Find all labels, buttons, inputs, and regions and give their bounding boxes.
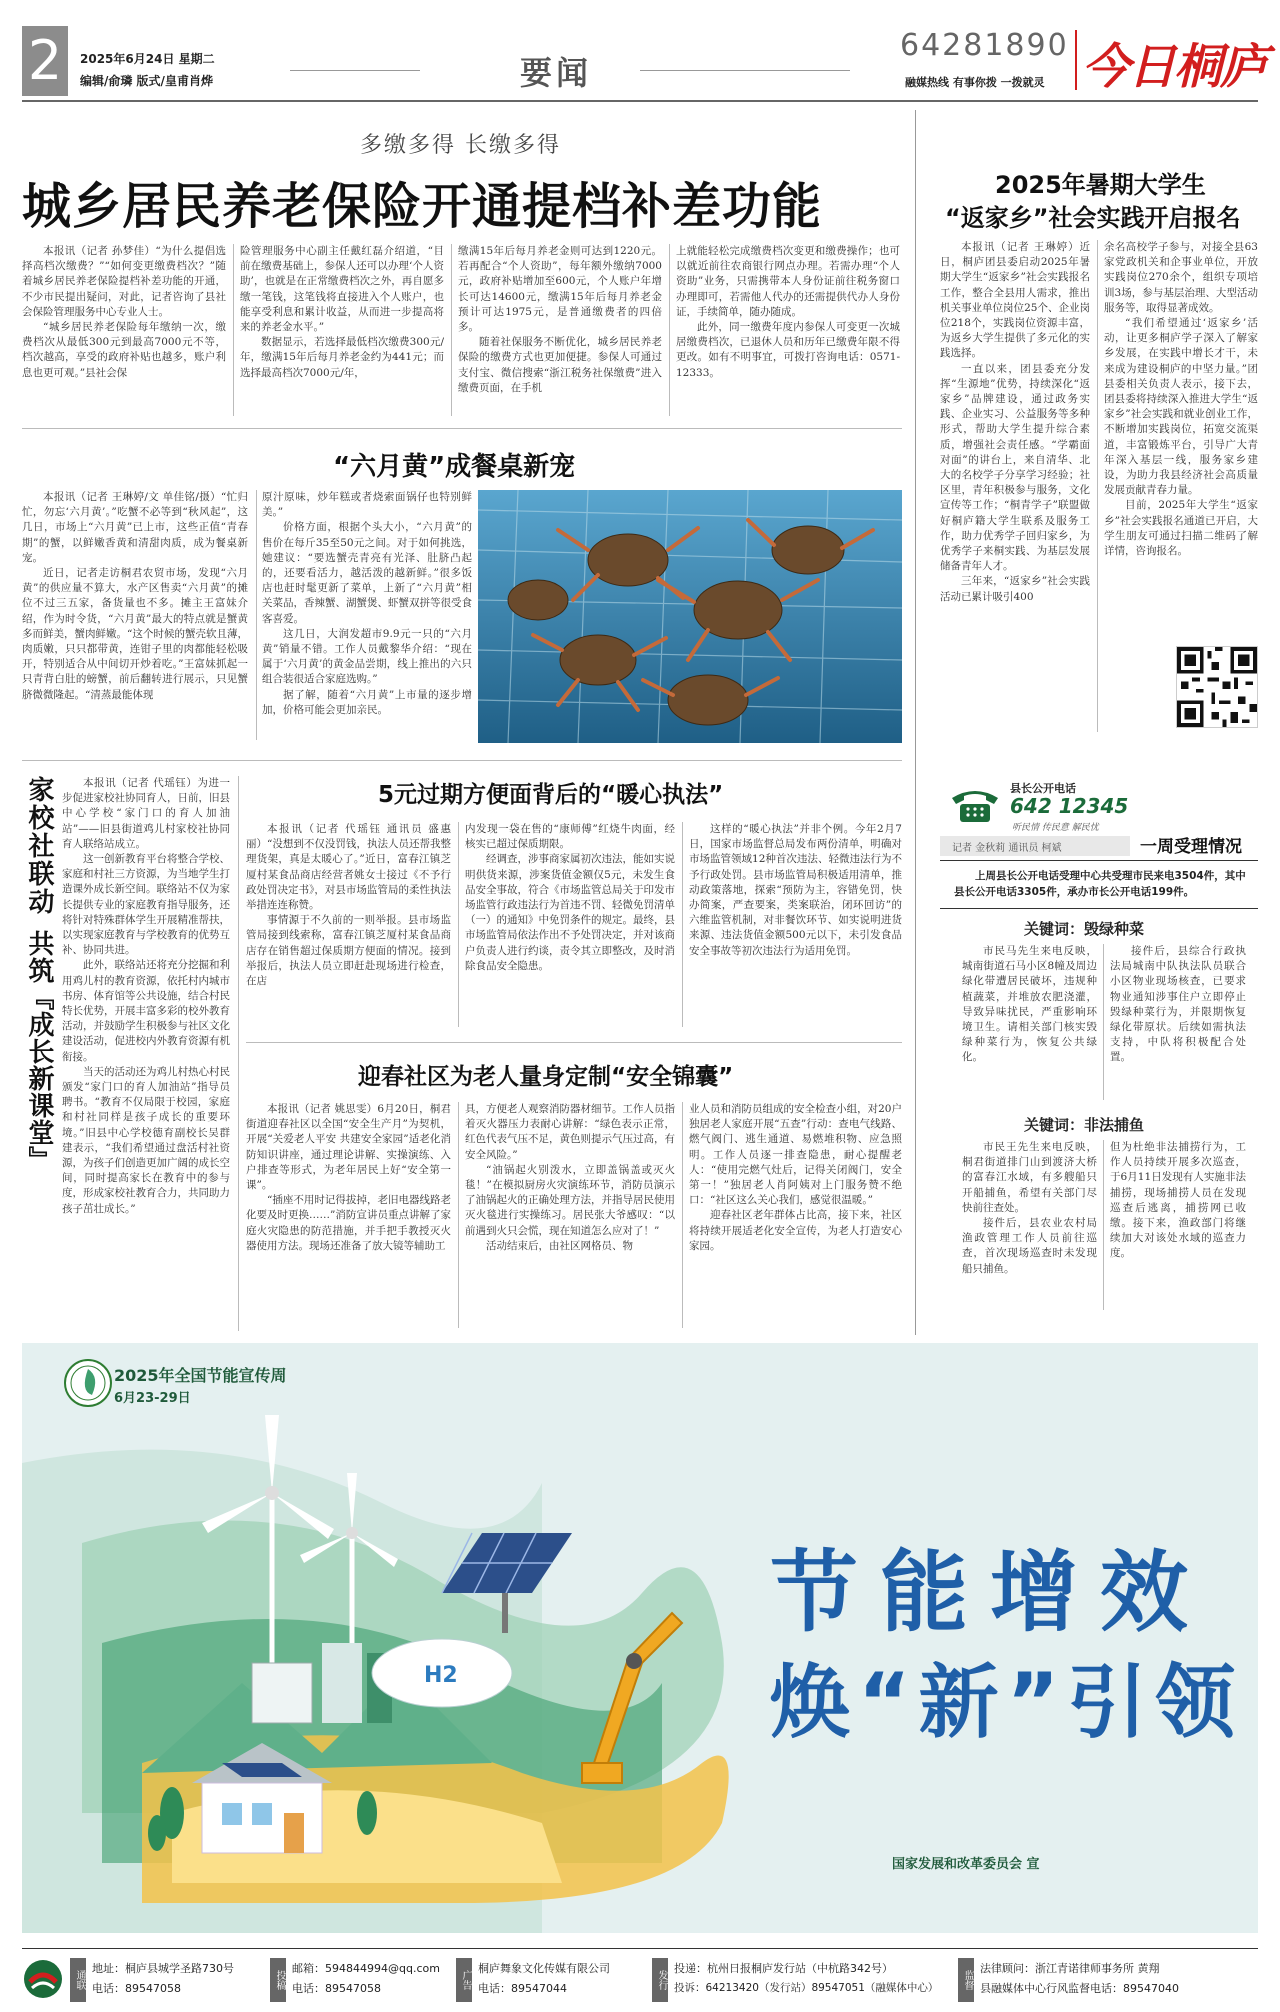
paragraph: 本报讯（记者 代瑶钰）为进一步促进家校社协同育人，日前，旧县中心学校“家门口的育人加油站”——旧县街道鸡儿村家校社协同育人联络站成立。	[62, 777, 230, 850]
paragraph: “我们希望通过‘返家乡’活动，让更多桐庐学子深入了解家乡发展，在实践中增长才干，未来成为建设桐庐的中坚力量。”团县委相关负责人表示，接下去，团县委将持续深入推进大学生“返家乡”社会实践和就业创业工作，不断增加实践岗位，拓宽交流渠道，丰富锻炼平台，引导广大青年深入基层一线，服务家乡建设，为助力我县经济社会高质量发展贡献青春力量。	[1104, 317, 1258, 497]
paragraph: 这一创新教育平台将整合学校、家庭和村社三方资源，为当地学生打造课外成长新空间。联络站不仅为家长提供专业的家庭教育指导服务，还将针对特殊群体学生开展精准帮扶，以实现家庭教育与学校教育的优势互补、协同共进。	[62, 853, 230, 957]
footer-line: 法律顾问：浙江青诺律师事务所 黄翔	[980, 1962, 1160, 1975]
hotline-reporters: 记者 金秋莉 通讯员 柯斌	[952, 843, 1062, 854]
article-law-col1	[246, 822, 451, 1034]
paragraph: 本报讯（记者 王琳婷/文 单佳铭/摄）“忙归忙，勿忘‘六月黄’。”吃蟹不必等到“秋风起”，这几日，市场上“六月黄”已上市，这些正值“青春期”的蟹，以鲜嫩香黄和清甜肉质，成为餐桌新宠。	[22, 491, 248, 564]
vertical-headline-1: 家校社联动	[24, 776, 54, 916]
hotline-box	[940, 776, 1258, 1334]
paragraph: “油锅起火别泼水，立即盖锅盖或灭火毯！”在模拟厨房火灾演练环节，消防员演示了油锅起火的正确处理方法，并指导居民使用灭火毯进行实操练习。居民张大爷感叹：“以前遇到火只会慌，现在知道怎么应对了！”	[465, 1163, 675, 1237]
editors: 编辑/俞璘 版式/皇甫肖烨	[80, 74, 213, 88]
paragraph: 这几日，大润发超市9.9元一只的“六月黄”销量不错。工作人员戴黎华介绍：“现在属于‘六月黄’的黄金品尝期，线上推出的六只组合装很适合家庭选购。”	[262, 627, 472, 686]
paper-name-logo: 今日桐庐	[1082, 39, 1267, 95]
article-elder-col2	[465, 1102, 675, 1332]
paragraph: 据了解，随着“六月黄”上市量的逐步增加，价格可能会更加亲民。	[262, 688, 472, 716]
article-pension-col4	[676, 244, 900, 419]
article-students-headline-1: 2025年暑期大学生	[995, 171, 1206, 199]
paragraph: 本报讯（记者 姚思雯）6月20日，桐君街道迎春社区以全国“安全生产月”为契机，开展“关爱老人平安 共建安全家园”适老化消防知识讲座，通过理论讲解、实操演练、入户排查等形式，为老年居民上好“安全第一课”。	[246, 1103, 451, 1192]
energy-sponsor: 国家发展和改革委员会 宣	[892, 1857, 1040, 1872]
footer-line: 邮箱：594844994@qq.com	[292, 1962, 440, 1975]
paragraph: 但为杜绝非法捕捞行为，工作人员持续开展多次巡查，于6月11日发现有人实施非法捕捞，现场捕捞人员在发现巡查后逃离，捕捞网已收缴。接下来，渔政部门将继续加大对该处水域的巡查力度。	[1110, 1141, 1246, 1260]
footer-line: 投递：杭州日报桐庐发行站（中杭路342号）	[674, 1962, 893, 1975]
section-label: 要闻	[520, 54, 593, 92]
paragraph: 市民马先生来电反映，城南街道石马小区8幢及周边绿化带遭居民破坏，违规种植蔬菜，并堆放农肥浇灌，导致异味扰民，严重影响环境卫生。请相关部门核实毁绿种菜行为，恢复公共绿化。	[962, 945, 1097, 1064]
footer-line: 地址：桐庐县城学圣路730号	[92, 1962, 234, 1975]
footer-line: 桐庐舞象文化传媒有限公司	[478, 1962, 610, 1975]
weekly-summary: 上周县长公开电话受理中心共受理市民来电3504件，其中县长公开电话3305件，承办市长公开电话199件。	[954, 870, 1246, 898]
paragraph: 本报讯（记者 孙梦佳）“为什么提倡选择高档次缴费？”“如何变更缴费档次？”随着城乡居民养老保险提档补差功能的开通，不少市民提出疑问，对此，记者咨询了县社会保险管理服务中心专业人士。	[22, 245, 226, 318]
keyword2-title: 关键词：非法捕鱼	[1024, 1116, 1145, 1134]
paragraph: 险管理服务中心副主任戴红磊介绍道，“目前在缴费基础上，参保人还可以办理‘个人资助’，也就是在正常缴费档次之外，再自愿多缴一笔钱，这笔钱将直接进入个人账户，也能享受利息和累计收益，从而进一步提高将来的养老金水平。”	[240, 245, 444, 334]
article-pension-kicker: 多缴多得 长缴多得	[360, 133, 561, 158]
paragraph: “城乡居民养老保险每年缴纳一次，缴费档次从最低300元到最高7000元不等，档次越高，享受的政府补贴也越多，账户利息也更可观。”县社会保	[22, 321, 226, 379]
keyword2-col2	[1110, 1140, 1246, 1316]
paragraph: 随着社保服务不断优化，城乡居民养老保险的缴费方式也更加便捷。参保人可通过支付宝、微信搜索“浙江税务社保缴费”进入缴费页面，在手机	[458, 336, 662, 394]
hotline-slogan: 融媒热线 有事你拨 一拨就灵	[905, 76, 1045, 89]
footer-line: 投诉：64213420（发行站）89547051（融媒体中心）	[674, 1982, 939, 1994]
issue-date: 2025年6月24日 星期二	[80, 52, 215, 66]
article-students-headline-2: “返家乡”社会实践开启报名	[945, 204, 1241, 232]
footer-group	[456, 1958, 656, 2004]
paragraph: 接件后，县综合行政执法局城南中队执法队员联合小区物业现场核查，已要求物业通知涉事住户立即停止毁绿种菜行为，并限期恢复绿化带原状。后续如需执法支持，中队将积极配合处置。	[1110, 945, 1246, 1064]
paragraph: 目前，2025年大学生“返家乡”社会实践报名通道已开启，大学生朋友可通过扫描二维码了解详情，咨询报名。	[1104, 499, 1258, 558]
paragraph: 接件后，县农业农村局渔政管理工作人员前往巡查，首次现场巡查时未发现船只捕鱼。	[962, 1217, 1097, 1275]
footer-group	[958, 1958, 1258, 2004]
footer-line: 电话：89547058	[292, 1982, 381, 1995]
hotline-box-number: 642 12345	[1010, 794, 1129, 818]
paragraph: 迎春社区老年群体占比高，接下来，社区将持续开展适老化安全宣传，为老人打造安心家园。	[689, 1209, 902, 1252]
footer-line: 电话：89547058	[92, 1982, 181, 1995]
article-law-col3	[689, 822, 902, 1034]
page-number-box	[22, 26, 68, 96]
article-law-col2	[465, 822, 675, 1034]
article-elder-col3	[689, 1102, 902, 1332]
paragraph: 当天的活动还为鸡儿村热心村民颁发“家门口的育人加油站”指导员聘书。“教育不仅局限于校园，家庭和村社同样是孩子成长的重要环境。”旧县中心学校德育副校长吴群建表示，“我们希望通过盘活村社资源，为孩子们创造更加广阔的成长空间，同时提高家长在教育中的参与度，形成家校社教育合力，共同助力孩子茁壮成长。”	[62, 1065, 230, 1215]
keyword1-title: 关键词：毁绿种菜	[1024, 920, 1145, 938]
footer	[0, 1948, 1280, 2012]
article-pension-col3	[458, 244, 662, 419]
footer-group	[270, 1958, 470, 2004]
footer-group	[70, 1958, 270, 2004]
article-law-headline: 5元过期方便面背后的“暖心执法”	[378, 782, 724, 808]
energy-event-title: 2025年全国节能宣传周	[114, 1366, 287, 1385]
footer-tag: 监督	[958, 1958, 974, 2002]
paragraph: 三年来，“返家乡”社会实践活动已累计吸引400	[940, 575, 1090, 603]
paragraph: 一直以来，团县委充分发挥“生源地”优势，持续深化“返家乡”品牌建设，通过政务实践、企业实习、公益服务等多种形式，帮助大学生提升综合素质，增强社会责任感。“学霸面对面”的讲台上，来自清华、北大的名校学子分享学习经验；社区里，青年积极参与服务，文化宣传等工作；“桐青学子”联盟做好桐庐籍大学生联系及服务工作，助力优秀学子回归家乡，为优秀学子来桐实践、为基层发展储备青年人才。	[940, 362, 1090, 573]
weekly-title: 一周受理情况	[1140, 837, 1242, 857]
paragraph: 原汁原味，炒年糕或者烧索面锅仔也特别鲜美。”	[262, 491, 472, 519]
article-crab-col2	[262, 490, 472, 746]
paragraph: 具，方便老人观察消防器材细节。工作人员指着灭火器压力表耐心讲解：“绿色表示正常，红色代表气压不足，黄色则提示气压过高，有安全风险。”	[465, 1103, 675, 1161]
paragraph: 业人员和消防员组成的安全检查小组，对20户独居老人家庭开展“五查”行动：查电气线路、燃气阀门、逃生通道、易燃堆积物、应急照明。工作人员逐一排查隐患，耐心提醒老人：“使用完燃气灶后，记得关闭阀门，安全第一！”独居老人肖阿姨对上门服务赞不绝口：“社区这么关心我们，感觉很温暖。”	[689, 1103, 902, 1207]
footer-tag: 通联	[70, 1958, 86, 2002]
hotline-number: 64281890	[900, 28, 1069, 63]
paragraph: 这样的“暖心执法”并非个例。今年2月7日，国家市场监督总局发布两份清单，明确对市场监管领域12种首次违法、轻微违法行为不予行政处罚。县市场监管局积极适用清单，推动政策落地，探索“预防为主，容错免罚，快办简案，严查要案，类案联治，闭环回访”的六维监管机制，对非餐饮环节、如实说明进货来源、违法货值金额500元以下，未引发食品安全事故等初次违法行为适用免罚。	[689, 823, 902, 957]
paragraph: 缴满15年后每月养老金则可达到1220元。若再配合“个人资助”，每年额外缴纳7000元，政府补贴增加至600元，个人账户年增长可达14600元，缴满15年后每月养老金预计可达1975元，是普通缴费者的四倍多。	[458, 245, 662, 334]
hotline-reporters-bar	[940, 836, 1130, 856]
energy-ad-banner	[22, 1343, 1258, 1933]
paragraph: 经调查，涉事商家属初次违法，能如实说明供货来源，涉案货值金额仅5元，未发生食品安全事故，符合《市场监管总局关于印发市场监管行政违法行为首违不罚、轻微免罚清单（一）的通知》中免罚条件的规定。最终，县市场监管局依法作出不予处罚决定，并对该商户负责人进行约谈，责令其立即整改，及时消除食品安全隐患。	[465, 853, 675, 972]
article-pension-col1	[22, 244, 226, 419]
paragraph: 内发现一袋在售的“康师傅”红烧牛肉面，经核实已超过保质期限。	[465, 823, 675, 851]
keyword1-col2	[1110, 944, 1246, 1104]
vertical-headline-2: 共筑『成长新课堂』	[24, 930, 54, 1173]
keyword1-col1	[962, 944, 1097, 1104]
hotline-box-title: 县长公开电话	[1010, 782, 1076, 795]
article-pension-headline: 城乡居民养老保险开通提档补差功能	[22, 178, 823, 235]
paragraph: 活动结束后，由社区网格员、物	[486, 1239, 633, 1252]
footer-tag: 投稿	[270, 1958, 286, 2002]
energy-slogan-2: 焕“新”引领	[770, 1656, 1244, 1749]
paragraph: 近日，记者走访桐君农贸市场，发现“六月黄”的供应量不算大，水产区售卖“六月黄”的摊位不过三五家，备货量也不多。摊主王富妹介绍，作为时令货，“六月黄”最大的特点就是蟹黄多而鲜美，蟹肉鲜嫩。“这个时候的蟹壳软且薄，肉质嫩，只只都带黄，连钳子里的肉都能轻松吸开，特别适合从中间切开炒着吃。”王富妹抓起一只青背白肚的螃蟹，前后翻转进行展示，只见蟹脐微微隆起。“清蒸最能体现	[22, 567, 248, 701]
paragraph: “插座不用时记得拔掉，老旧电器线路老化要及时更换……”消防宣讲员重点讲解了家庭火灾隐患的防范措施，并手把手教授灭火器使用方法。现场还准备了放大镜等辅助工	[246, 1194, 451, 1252]
paragraph: 市民王先生来电反映，桐君街道排门山到渡济大桥的富春江水域，有多艘船只开船捕鱼，希望有关部门尽快前往查处。	[962, 1141, 1097, 1214]
article-students-col2	[1104, 240, 1258, 640]
footer-group	[652, 1958, 942, 2004]
footer-logo	[24, 1960, 62, 1998]
paragraph: 数据显示，若选择最低档次缴费300元/年，缴满15年后每月养老金约为441元；而选择最高档次7000元/年，	[240, 336, 444, 379]
footer-tag: 发行	[652, 1958, 668, 2002]
energy-slogan-1: 节能增效	[770, 1541, 1211, 1644]
article-school-col1	[62, 776, 230, 1336]
footer-line: 电话：89547044	[478, 1982, 567, 1995]
paragraph: 此外，同一缴费年度内参保人可变更一次城居缴费档次，已退休人员和历年已缴费年限不得更改。如有不明事宜，可拨打咨询电话：0571-12333。	[676, 321, 900, 379]
article-students-col1	[940, 240, 1090, 736]
article-school-headline	[22, 776, 56, 1176]
article-elder-headline: 迎春社区为老人量身定制“安全锦囊”	[358, 1064, 734, 1090]
qr-code[interactable]	[1176, 646, 1258, 728]
h2-label: H2	[424, 1663, 458, 1688]
article-elder-col1	[246, 1102, 451, 1332]
article-pension-col2	[240, 244, 444, 419]
crab-photo	[478, 490, 902, 743]
paragraph: 事情源于不久前的一则举报。县市场监管局接到线索称，富春江镇芝厦村某食品商店存在销售超过保质期方便面的情况。接到举报后，执法人员立即赶赴现场进行检查，在店	[246, 914, 451, 988]
footer-tag: 广告	[456, 1958, 472, 2002]
article-crab-headline: “六月黄”成餐桌新宠	[333, 452, 576, 482]
paragraph: 此外，联络站还将充分挖掘和利用鸡儿村的教育资源，依托村内城市书房、体育馆等公共设施，结合村民特长优势，开展丰富多彩的校外教育活动，并鼓励学生积极参与社区文化建设活动，促进校内外教育资源有机衔接。	[62, 959, 230, 1063]
hotline-box-slogan: 听民情 传民意 解民忧	[1012, 823, 1099, 833]
telephone-icon	[948, 784, 1002, 824]
footer-line: 县融媒体中心行风监督电话：89547040	[980, 1982, 1179, 1995]
masthead	[0, 0, 1280, 100]
paragraph: 本报讯（记者 王琳婷）近日，桐庐团县委启动2025年暑期大学生“返家乡”社会实践报名工作，整合全县用人需求，推出机关事业单位岗位25个、企业岗位218个，实践岗位资源丰富，为返乡大学生提供了多元化的实践选择。	[940, 241, 1090, 360]
paragraph: 价格方面，根据个头大小，“六月黄”的售价在每斤35至50元之间。对于如何挑选，她建议：“要选蟹壳青亮有光泽、肚脐凸起的，还要看活力，越活泼的越新鲜。”很多饭店也赶时髦更新了菜单，上新了“六月黄”相关菜品，香辣蟹、湖蟹煲、虾蟹双拼等很受食客喜爱。	[262, 521, 472, 625]
keyword2-col1	[962, 1140, 1097, 1316]
article-crab-col1	[22, 490, 248, 746]
energy-week-logo	[64, 1359, 112, 1407]
paragraph: 余名高校学子参与，对接全县63家党政机关和企事业单位，开放实践岗位270余个，组织专项培训3场，参与基层治理、大型活动服务等，取得显著成效。	[1104, 241, 1258, 314]
paragraph: 上就能轻松完成缴费档次变更和缴费操作；也可以就近前往农商银行网点办理。若需办理“个人资助”业务，只需携带本人身份证前往税务窗口办理即可，若需他人代办的还需提供代办人身份证，手续简单，随办随成。	[676, 245, 900, 318]
paragraph: 本报讯（记者 代瑶钰 通讯员 盛惠丽）“没想到不仅没罚钱，执法人员还帮我整理货架，真是太暖心了。”近日，富春江镇芝厦村某食品商店经营者姚女士接过《不予行政处罚决定书》，对县市场监管局的柔性执法举措连连称赞。	[246, 823, 451, 912]
energy-event-dates: 6月23-29日	[114, 1391, 191, 1406]
page-number: 2	[27, 29, 63, 92]
